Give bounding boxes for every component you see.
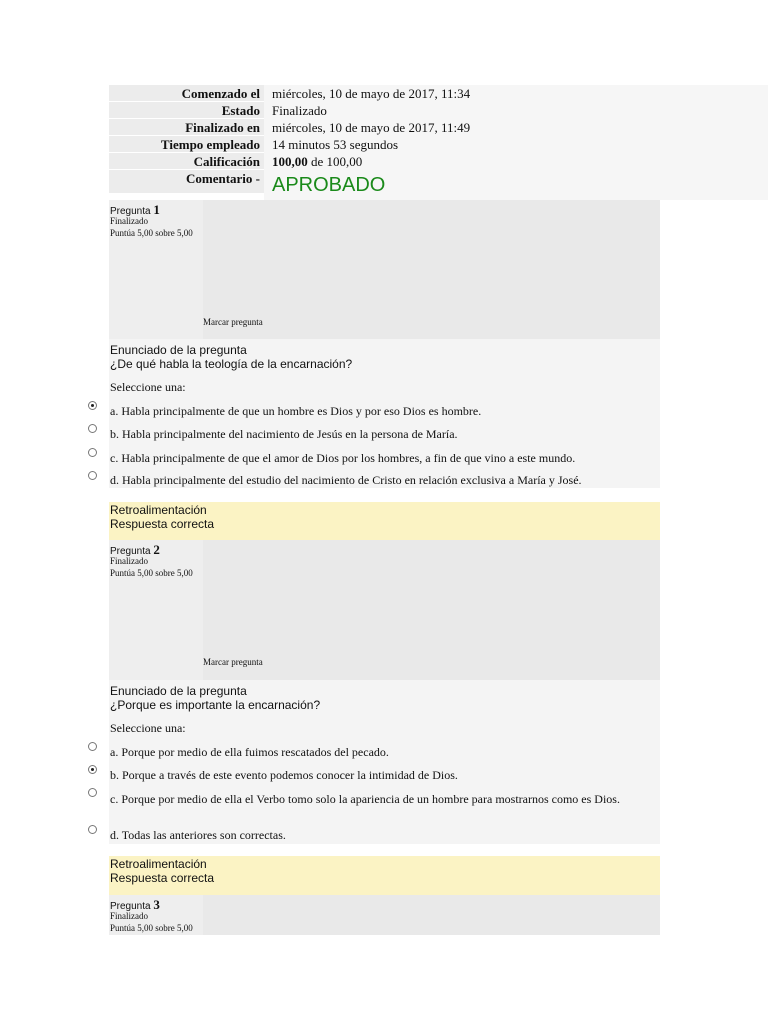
question-score: Puntúa 5,00 sobre 5,00 (110, 568, 193, 578)
question-number: 2 (153, 542, 160, 557)
summary-row-time (109, 136, 768, 153)
question-title: Pregunta 3 (110, 897, 160, 912)
question-state: Finalizado (110, 216, 148, 226)
select-one-label: Seleccione una: (110, 380, 186, 394)
question-content (109, 339, 660, 488)
question-title: Pregunta 2 (110, 542, 160, 557)
radio-button-icon[interactable] (88, 825, 97, 834)
question-content (109, 680, 660, 844)
answer-radio[interactable] (82, 419, 106, 439)
feedback-text: Respuesta correcta (110, 517, 215, 531)
question-text: ¿De qué habla la teología de la encarnación? (110, 357, 353, 371)
question-state: Finalizado (110, 911, 148, 921)
answer-option[interactable]: a. Habla principalmente de que un hombre es Dios y por eso Dios es hombre. (110, 404, 482, 418)
answer-option[interactable]: a. Porque por medio de ella fuimos rescatados del pecado. (110, 745, 389, 759)
question-title: Pregunta 1 (110, 202, 160, 217)
question-text: ¿Porque es importante la encarnación? (110, 698, 321, 712)
question-info (109, 200, 660, 339)
answer-option[interactable]: c. Porque por medio de ella el Verbo tomo solo la apariencia de un hombre para mostrarnos como es Dios. (110, 792, 620, 806)
summary-row-started (109, 85, 768, 102)
summary-value: Finalizado (264, 102, 768, 119)
answer-radio[interactable] (82, 820, 106, 840)
radio-button-icon[interactable] (88, 788, 97, 797)
radio-button-icon[interactable] (88, 424, 97, 433)
question-score: Puntúa 5,00 sobre 5,00 (110, 228, 193, 238)
summary-label: Tiempo empleado (109, 136, 264, 153)
answer-radio[interactable] (82, 443, 106, 463)
question-number: 1 (153, 202, 160, 217)
answer-option[interactable]: d. Habla principalmente del estudio del nacimiento de Cristo en relación exclusiva a María y José. (110, 473, 582, 487)
question-state: Finalizado (110, 556, 148, 566)
answer-option[interactable]: c. Habla principalmente de que el amor de Dios por los hombres, a fin de que vino a este mundo. (110, 451, 576, 465)
answer-radio[interactable] (82, 760, 106, 780)
approved-comment: APROBADO (272, 174, 386, 196)
question-info (109, 540, 660, 680)
grade-total: de 100,00 (307, 154, 363, 169)
summary-label: Comenzado el (109, 85, 264, 102)
answer-option[interactable]: b. Porque a través de este evento podemos conocer la intimidad de Dios. (110, 768, 458, 782)
feedback-title: Retroalimentación (110, 857, 207, 871)
flag-question-link[interactable]: Marcar pregunta (203, 657, 263, 667)
feedback-title: Retroalimentación (110, 503, 207, 517)
summary-value: miércoles, 10 de mayo de 2017, 11:34 (264, 85, 768, 102)
answer-radio[interactable] (82, 783, 106, 803)
summary-label: Comentario - (109, 170, 264, 194)
select-one-label: Seleccione una: (110, 721, 186, 735)
question-info (109, 895, 660, 935)
question-score: Puntúa 5,00 sobre 5,00 (110, 923, 193, 933)
answer-radio[interactable] (82, 737, 106, 757)
summary-label: Estado (109, 102, 264, 119)
radio-button-icon[interactable] (88, 471, 97, 480)
summary-row-grade (109, 153, 768, 170)
feedback-box (109, 502, 660, 540)
feedback-box (109, 856, 660, 895)
summary-label: Finalizado en (109, 119, 264, 136)
answer-radio[interactable] (82, 466, 106, 486)
answer-option[interactable]: d. Todas las anteriores son correctas. (110, 828, 286, 842)
feedback-text: Respuesta correcta (110, 871, 215, 885)
radio-button-icon[interactable] (88, 448, 97, 457)
grade-value: 100,00 (272, 154, 308, 169)
radio-button-icon[interactable] (88, 742, 97, 751)
answer-option[interactable]: b. Habla principalmente del nacimiento de Jesús en la persona de María. (110, 427, 458, 441)
radio-button-icon[interactable] (88, 765, 97, 774)
answer-radio[interactable] (82, 396, 106, 416)
radio-button-icon[interactable] (88, 401, 97, 410)
question-heading: Enunciado de la pregunta (110, 684, 247, 698)
summary-value: miércoles, 10 de mayo de 2017, 11:49 (264, 119, 768, 136)
summary-row-comment (109, 170, 768, 200)
summary-row-state (109, 102, 768, 119)
summary-value (264, 170, 768, 200)
question-number: 3 (153, 897, 160, 912)
summary-row-finished (109, 119, 768, 136)
flag-question-link[interactable]: Marcar pregunta (203, 317, 263, 327)
summary-value: 14 minutos 53 segundos (264, 136, 768, 153)
summary-label: Calificación (109, 153, 264, 170)
summary-value (264, 153, 768, 170)
question-heading: Enunciado de la pregunta (110, 343, 247, 357)
attempt-summary (109, 85, 768, 200)
